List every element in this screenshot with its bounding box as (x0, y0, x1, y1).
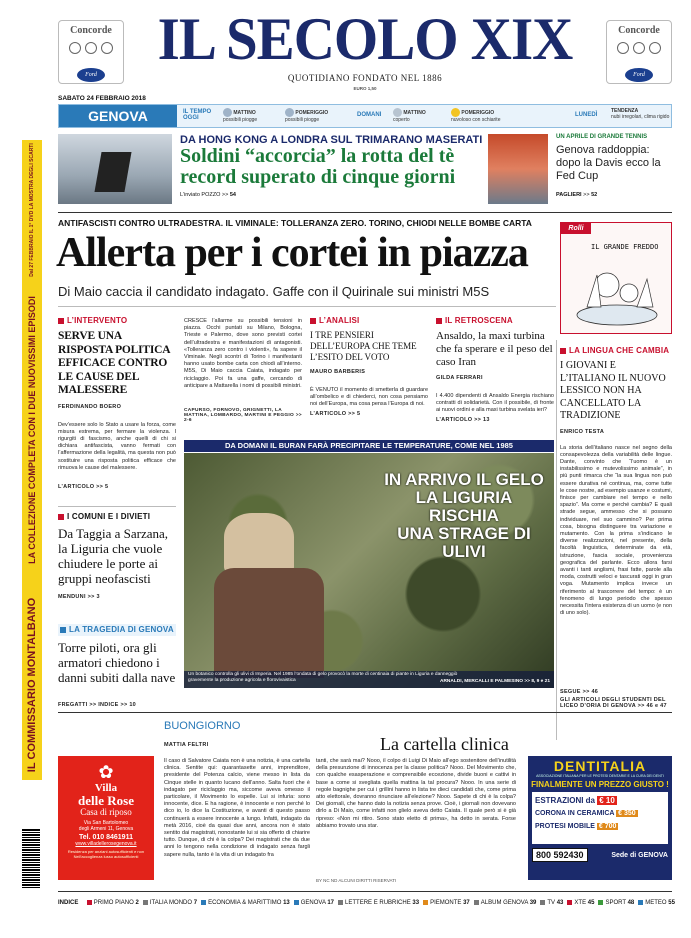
top-story-byline-text: L’inviato POZZO (180, 192, 221, 198)
lingua-related-pages: 46 e 47 (646, 702, 667, 709)
flower-icon: ✿ (98, 762, 114, 782)
footer-index-item[interactable] (594, 900, 634, 906)
footer-index-item-pages: 37 (463, 900, 470, 906)
cortei-body: CRESCE l’allarme su possibili tensioni in piazza. Occhi puntati su Milano, Bologna, Trieste e Palermo, dove sono previsti cortei dell’ultradestra e manifestazioni di antagonisti. «Tolleranza zero contro i violenti», fa sapere il Viminale. Negli scontri di Torino i manifestanti hanno usato bombe carta con chiodi all’interno. M5S, Di Maio caccia Caiata, indagato per riciclaggio. Poi fa una gaffe, cercando di anticipare a Mattarella i nomi di possibili ministri. (184, 318, 302, 389)
lingua-kicker (560, 346, 672, 355)
footer-index-item[interactable] (83, 900, 139, 906)
cortei-pages: 2-6 (184, 418, 192, 423)
price-value: EURO 1,50 (353, 86, 377, 91)
section-square-icon (474, 900, 479, 905)
footer-index-item-name: ITALIA MONDO (149, 900, 194, 906)
divider (556, 340, 557, 740)
retroscena-kicker-text: IL RETROSCENA (445, 316, 513, 325)
ad-dentitalia-contact (532, 848, 668, 862)
section-square-icon (294, 900, 299, 905)
barcode (22, 828, 40, 888)
ford-logo-right: Ford (625, 68, 653, 82)
comuni-page: 3 (96, 594, 100, 600)
footer-index-item[interactable] (419, 900, 470, 906)
footer-index-item[interactable] (470, 900, 537, 906)
buongiorno-body-left: Il caso di Salvatore Caiata non è una notizia, è una cartella clinica. Sentite qui: quarantasette anni, imprenditore, presidente del Potenza calcio, viene messo in lista da Cinque stelle in quanto lucano dell’anno. Salta fuori che è indagato per riciclaggio ma, siccome aveva omesso il particolare, il Movimento lo espelle. Lui si infuria: sono innocente, dice. E ha ragione, è innocente e non perché lo dico io, lo dice la Costituzione, e avanti di questo passo continuerà a essere innocente a lungo. Infatti, indagato da metà 2016, cioè da quasi due anni, ancora non è stato sentito dai magistrati, nonostante lui si sia offerto di chiarire tutto. Dunque, di chi è la colpa? Dei magistrati che da due anni lo tengono nella condizione di indagato senza fargli sapere nulla, tanto è la vita di un indagato fra (164, 758, 310, 858)
footer-index-item[interactable] (536, 900, 563, 906)
footer-index-item[interactable] (197, 900, 290, 906)
weather-tomorrow-morning-label: MATTINO (403, 109, 426, 116)
footer-index-item-pages: 13 (283, 900, 290, 906)
edition-date: SABATO 24 FEBBRAIO 2018 (58, 95, 146, 102)
intervento-headline[interactable]: SERVE UNA RISPOSTA POLITICA EFFICACE CONTRO LE CAUSE DEL MALESSERE (58, 330, 170, 396)
montalbano-series: IL COMMISSARIO MONTALBANO (26, 597, 38, 773)
photo-authors: ARNALDI, MERCALLI E PALMESINO >> 8, 9 e 21 (439, 679, 550, 684)
cortei-authors: CAPURSO, FORNOVO, GRIGNETTI, LA MATTINA, LOMBARDO, MARTINI E PEGGIO >> 2-6 (184, 408, 302, 423)
footer-index-item[interactable] (634, 900, 675, 906)
retroscena-body: I 4.400 dipendenti di Ansaldo Energia rischiano contratti di solidarietà. Con il possibile, di fronte ai nuovi ordini e alla maxi turbina svelata ieri? (436, 393, 554, 414)
weather-trend-desc: nubi irregolari, clima rigido (611, 114, 670, 120)
lead-kicker: ANTIFASCISTI CONTRO ULTRADESTRA. IL VIMINALE: TOLLERANZA ZERO. TORINO, CHIODI NELLE BOMBE CARTA (58, 218, 532, 228)
top-story-headline[interactable]: Soldini “accorcia” la rotta del tè record superato di cinque giorni (180, 145, 456, 188)
weather-tomorrow-morning (393, 108, 449, 130)
photo-headline (379, 471, 549, 561)
weather-today-morning-desc: possibili piogge (223, 117, 258, 123)
weather-tomorrow-afternoon-label: POMERIGGIO (461, 109, 495, 116)
ad-concorde-right[interactable] (606, 20, 672, 84)
weather-tomorrow-afternoon (451, 108, 535, 130)
retroscena-author: GILDA FERRARI (436, 375, 483, 381)
footer-index-item-name: XTE (574, 900, 588, 906)
footer-index-item[interactable] (290, 900, 334, 906)
cortei-authors-text: CAPURSO, FORNOVO, GRIGNETTI, LA MATTINA, LOMBARDO, MARTINI E PEGGIO (184, 408, 295, 418)
divider (58, 506, 176, 507)
ad-concorde-left[interactable] (58, 20, 124, 84)
tragedia-kicker-bar (58, 624, 176, 636)
footer-index-item-pages: 17 (327, 900, 335, 906)
section-square-icon (87, 900, 92, 905)
analisi-ref: L’ARTICOLO >> 5 (310, 410, 361, 417)
top-story-byline: L’inviato POZZO >> 54 (180, 192, 236, 198)
lingua-headline[interactable]: I GIOVANI E L’ITALIANO IL NUOVO LESSICO NON HA CANCELLATO LA TRADIZIONE (560, 360, 666, 421)
ad-concorde-left-label: Concorde (70, 25, 112, 36)
ad-villa-name1: Villa (94, 782, 118, 794)
footer-index-item-name: PRIMO PIANO (93, 900, 136, 906)
montalbano-collection: LA COLLEZIONE COMPLETA CON I DUE NUOVISSIMI EPISODI (27, 296, 37, 564)
footer-index-item-name: SPORT (605, 900, 628, 906)
ad-dentitalia-offer2-text: CORONA IN CERAMICA (535, 810, 615, 817)
analisi-ref-text: L’ARTICOLO (310, 410, 347, 417)
weather-today-afternoon (285, 108, 351, 130)
ad-dentitalia-price2: € 350 (618, 810, 636, 817)
lingua-section (560, 346, 672, 709)
weather-today-afternoon-desc: possibili piogge (285, 117, 320, 123)
masthead-title: IL SECOLO XIX (157, 6, 573, 73)
rolli-cartoon[interactable] (560, 222, 672, 334)
buongiorno-footer: BY NC ND ALCUNI DIRITTI RISERVATI (316, 878, 397, 883)
comuni-kicker-text: I COMUNI E I DIVIETI (67, 512, 151, 521)
tennis-kicker: UN APRILE DI GRANDE TENNIS (556, 134, 648, 140)
olive-photo[interactable] (184, 453, 554, 688)
photo-authors-text: ARNALDI, MERCALLI E PALMESINO (439, 679, 524, 684)
analisi-kicker (310, 316, 428, 325)
buongiorno-label: BUONGIORNO (164, 720, 241, 732)
photo-headline-line-1: IN ARRIVO IL GELO (384, 470, 544, 489)
tennis-byline-text: PAGLIERI (556, 192, 582, 198)
weather-bar (58, 104, 672, 128)
ad-dentitalia-offer1-text: ESTRAZIONI da (535, 796, 596, 805)
montalbano-sidebar[interactable] (22, 140, 42, 780)
ad-villa-note1: Residenza per anziani autosufficienti e non (67, 849, 145, 854)
footer-index (58, 894, 675, 906)
ad-villa-address2: degli Armeni 11, Genova (78, 826, 134, 832)
tragedia-kicker (58, 624, 176, 636)
weather-tomorrow-morning-desc: coperto (393, 117, 410, 123)
ad-villa-phone: Tel. 010 8461911 (79, 834, 133, 841)
intervento-ref-page: 5 (105, 483, 109, 490)
ad-dentitalia[interactable] (528, 756, 672, 880)
analisi-section (310, 316, 428, 417)
section-square-icon (143, 900, 148, 905)
comuni-author: MENDUNI >> 3 (58, 594, 100, 600)
lingua-related-text: GLI ARTICOLI DEGLI STUDENTI DEL LICEO D’ORIA DI GENOVA (560, 696, 666, 709)
footer-index-item-pages: 48 (627, 900, 635, 906)
ad-dentitalia-offer3-text: PROTESI MOBILE (535, 823, 595, 830)
retroscena-ref-page: 13 (483, 416, 490, 423)
divider (58, 212, 672, 213)
divider (58, 306, 556, 307)
tennis-byline: PAGLIERI >> 52 (556, 192, 598, 198)
tragedia-ref: INDICE (98, 702, 119, 708)
comuni-author-text: MENDUNI (58, 594, 86, 600)
tennis-page: 52 (591, 192, 598, 198)
intervento-body: Dev’essere solo lo Stato a usare la forza, come misura estrema, per fermare la violenza. I rigurgiti di fascismo, anche quelli di chi si dichiara antifascista, vanno fermati con l’affermazione della legalità, ma questa non può sostituire una risposta politica efficace che rimuova le cause del malessere. (58, 421, 176, 471)
photo-story-kicker: DA DOMANI IL BURAN FARÀ PRECIPITARE LE TEMPERATURE, COME NEL 1985 (184, 440, 554, 452)
bullet-icon (58, 514, 64, 520)
buongiorno-author: MATTIA FELTRI (164, 742, 209, 748)
ad-villa-website[interactable]: www.villadellerosegenova.it (75, 841, 137, 847)
tennis-photo[interactable] (488, 134, 548, 204)
top-story-kicker: DA HONG KONG A LONDRA SUL TRIMARANO MASERATI (180, 134, 483, 146)
intervento-kicker-text: L’INTERVENTO (67, 316, 128, 325)
trimaran-shape (94, 152, 131, 192)
weather-label: IL TEMPO OGGI (183, 109, 212, 121)
ad-dentitalia-brand: DENTITALIA (553, 758, 647, 774)
ad-dentitalia-offer1 (535, 794, 665, 807)
car-logos-right (607, 40, 671, 61)
buongiorno-body-right: tanti, che sarà mai? Nooo, il colpo di Luigi Di Maio all’ego sostenitore dell’inutilità della presunzione di innocenza per la classe politica? Nooo. Del Movimento che, con qualche esasperazione e comprensibile eccezione, divide buoni e cattivi in base a come si svegliata quella mattina la tal procura? Nooo. In una serie di regole bagnighe per cui i grillini hanno in lista tre dieci candidati che, come prima atto elettorale, dovranno rinunciare all’elezione? Nooo. Sapete di chi è la colpa? Dei giornali, che hanno dato la notizia senza prove. Cioè, i giornali non dovevano dirlo a Di Maio, come infatti non glielo aveva detto Caiata. Il quale però si è già ripreso: «Non mi ritiro. Sono stato eletto di prima», ha detto in serata. Forse abbiamo trovato una star. (316, 758, 516, 829)
buongiorno-title[interactable]: La cartella clinica (380, 734, 509, 754)
lingua-continue: SEGUE >> 46 (560, 688, 599, 695)
farmer-jacket (214, 568, 324, 678)
section-square-icon (423, 900, 428, 905)
intervento-ref-text: L’ARTICOLO (58, 483, 95, 490)
ad-villa-note2: Nell’accoglienza lusso autosufficienti (73, 854, 139, 859)
retroscena-headline[interactable]: Ansaldo, la maxi turbina che fa sperare e il peso del caso Iran (436, 330, 553, 368)
ad-villa-address1: Via San Bartolomeo (83, 820, 129, 826)
top-story-page: 54 (229, 192, 236, 198)
footer-index-item-pages: 43 (556, 900, 564, 906)
ad-villa-delle-rose[interactable] (58, 756, 154, 880)
lingua-continue-text: SEGUE (560, 688, 581, 695)
ad-dentitalia-offers (532, 792, 668, 844)
section-square-icon (540, 900, 545, 905)
weather-today-morning-label: MATTINO (233, 109, 256, 116)
montalbano-from-wrap (24, 140, 40, 280)
farmer-figure (224, 513, 294, 573)
tragedia-author-text: FREGATTI (58, 702, 88, 708)
footer-index-item-pages: 33 (412, 900, 420, 906)
intervento-section (58, 316, 176, 490)
lead-subhead: Di Maio caccia il candidato indagato. Gaffe con il Quirinale sui ministri M5S (58, 284, 490, 299)
footer-index-item-name: ECONOMIA & MARITTIMO (208, 900, 284, 906)
ad-concorde-right-label: Concorde (618, 25, 660, 36)
analisi-body: È VENUTO il momento di smetterla di guardare all’ombelico e di chiederci, non cosa pensiamo noi dell’Europa, ma cosa pensa l’Europa di noi. (310, 387, 428, 408)
ad-villa-name2: delle Rose (78, 793, 134, 808)
tragedia-author: FREGATTI >> INDICE >> 10 (58, 702, 137, 708)
intervento-kicker (58, 316, 176, 325)
retroscena-kicker (436, 316, 554, 325)
cartoon-drawing-icon (567, 255, 667, 331)
divider (58, 712, 672, 713)
section-square-icon (201, 900, 206, 905)
comuni-kicker (58, 512, 176, 521)
footer-index-item-name: GENOVA (300, 900, 328, 906)
lingua-continue-page: 46 (591, 688, 599, 695)
analisi-ref-page: 5 (357, 410, 361, 417)
section-square-icon (567, 900, 572, 905)
montalbano-collection-wrap (24, 280, 40, 580)
footer-index-item-name: METEO (645, 900, 669, 906)
photo-caption: Un botanico controlla gli ulivi di Imperia. Nel 1985 l’ondata di gelo provocò la morte di centinaia di piante in Liguria e danneggiò gravemente la produzione agricola e florovivaistica (188, 672, 458, 683)
lingua-author: ENRICO TESTA (560, 428, 605, 435)
rolli-label: Rolli (561, 223, 591, 234)
weather-trend-label: TENDENZA (611, 108, 639, 114)
car-logos-left (59, 40, 123, 61)
weather-today-afternoon-label: POMERIGGIO (295, 109, 329, 116)
ad-dentitalia-offer3 (535, 820, 665, 833)
retroscena-section (436, 316, 554, 423)
masthead-subtitle: QUOTIDIANO FONDATO NEL 1886 (287, 73, 443, 83)
tragedia-kicker-text: LA TRAGEDIA DI GENOVA (69, 625, 174, 634)
footer-index-item-pages: 39 (529, 900, 537, 906)
footer-index-item-pages: 45 (587, 900, 595, 906)
montalbano-from: Dal 27 FEBBRAIO IL 1° DVD LA MOSTRA DEGLI SCARTI (29, 143, 35, 277)
montalbano-series-wrap (24, 590, 40, 780)
footer-index-item-pages: 55 (668, 900, 675, 906)
ad-dentitalia-price1: € 10 (599, 796, 615, 805)
footer-index-item-name: ALBUM GENOVA (480, 900, 530, 906)
masthead-price (130, 86, 600, 91)
intervento-ref: L’ARTICOLO >> 5 (58, 483, 109, 490)
footer-index-item-pages: 7 (193, 900, 198, 906)
weather-tomorrow: DOMANI (357, 112, 382, 118)
cloud-icon (393, 108, 402, 117)
cortei-section (184, 318, 302, 423)
footer-index-item-name: PIEMONTE (430, 900, 464, 906)
rolli-title: IL GRANDE FREDDO (591, 243, 659, 251)
sun-cloud-icon (451, 108, 460, 117)
ad-dentitalia-slogan: FINALMENTE UN PREZZO GIUSTO ! (531, 780, 669, 789)
photo-headline-line-2: LA LIGURIA RISCHIA (415, 488, 513, 525)
ad-dentitalia-offer2 (535, 807, 665, 820)
footer-index-item-name: LETTERE E RUBRICHE (345, 900, 413, 906)
section-square-icon (638, 900, 643, 905)
comuni-section (58, 512, 176, 600)
ad-villa-name3: Casa di riposo (80, 807, 132, 817)
weather-tomorrow-afternoon-desc: nuvoloso con schiarite (451, 117, 501, 123)
section-square-icon (598, 900, 603, 905)
weather-monday: LUNEDÌ (575, 112, 598, 118)
lingua-kicker-text: LA LINGUA CHE CAMBIA (569, 346, 670, 355)
ad-dentitalia-branch: Sede di GENOVA (611, 851, 668, 859)
retroscena-ref: L’ARTICOLO >> 13 (436, 416, 490, 423)
bullet-icon (310, 318, 316, 324)
weather-today-morning (223, 108, 283, 130)
tragedia-headline[interactable]: Torre piloti, ora gli armatori chiedono i danni subiti dalla nave (58, 640, 176, 685)
weather-city: GENOVA (59, 105, 177, 127)
rain-cloud-icon (223, 108, 232, 117)
analisi-kicker-text: L’ANALISI (319, 316, 360, 325)
bullet-icon (60, 627, 66, 633)
section-square-icon (338, 900, 343, 905)
footer-index-label: INDICE (58, 900, 79, 906)
weather-trend (611, 108, 671, 130)
photo-pages: 8, 9 e 21 (531, 679, 550, 684)
ad-dentitalia-phone[interactable]: 800 592430 (532, 848, 588, 862)
footer-index-item-pages: 2 (135, 900, 139, 906)
tragedia-page: 10 (129, 702, 137, 708)
footer-index-item-name: TV (547, 900, 557, 906)
bullet-icon (436, 318, 442, 324)
lingua-related: GLI ARTICOLI DEGLI STUDENTI DEL LICEO D’ORIA DI GENOVA >> 46 e 47 (560, 696, 667, 709)
bullet-icon (58, 318, 64, 324)
tennis-headline[interactable]: Genova raddoppia: dopo la Davis ecco la Fed Cup (556, 144, 661, 182)
analisi-author: MAURO BARBERIS (310, 369, 366, 375)
lead-headline[interactable]: Allerta per i cortei in piazza (56, 230, 528, 276)
ad-dentitalia-tagline: ASSOCIAZIONE ITALIANA PER LE PROTESI DENTARIE E LA CURA DEI DENTI (536, 774, 664, 778)
ford-logo-left: Ford (77, 68, 105, 82)
photo-caption-bar (184, 671, 554, 688)
photo-headline-line-3: UNA STRAGE DI ULIVI (397, 524, 531, 561)
ad-dentitalia-price3: € 700 (598, 823, 617, 830)
footer-index-item[interactable] (334, 900, 419, 906)
bullet-icon (560, 348, 566, 354)
footer-index-items (83, 891, 675, 908)
comuni-headline[interactable]: Da Taggia a Sarzana, la Liguria che vuole chiudere le porte ai gruppi neofascisti (58, 526, 169, 586)
analisi-headline[interactable]: I TRE PENSIERI DELL’EUROPA CHE TEME L’ESITO DEL VOTO (310, 330, 417, 362)
trimaran-photo[interactable] (58, 134, 172, 204)
footer-index-item[interactable] (563, 900, 594, 906)
lingua-body: La storia dell’italiano nasce nel segno della consapevolezza della variabilità delle lingue. Dante, convinto che “l’uomo è un instabilissimo e mutevolissimo animale”, in più punti rimarca che “la sua lingua non può essere durativa né continua, ma, come tutte le cose nostre, ad esempio usanze e costumi, finisce per cambiare nel tempo e nello spazio”. Ma come e perché cambia? E quali strade segue, ammesso che si possano individuare, nel suo cammino? Per prima cosa, bisogna distinguere tra variazione e mutamento. Con la prima s’indicano le diverse realizzazioni, nel presente, della facoltà linguistica, determinate da età, istruzione, fascia sociale, provenienza geografica del parlante. Ecco allora farsi avanti i tanti anglismi, frasi fatte, parole alla moda, costrutti veloci e tascurati oggi in gran voga. Mutamento implica invece un riferimento al trascorrere del tempo: è un fenomeno di lungo periodo che spesso necessita l’intera esistenza di un uomo (e non di uno solo). (560, 444, 672, 617)
footer-index-item[interactable] (139, 900, 197, 906)
retroscena-ref-text: L’ARTICOLO (436, 416, 473, 423)
intervento-author: FERDINANDO BOERO (58, 403, 122, 410)
rain-cloud-icon (285, 108, 294, 117)
